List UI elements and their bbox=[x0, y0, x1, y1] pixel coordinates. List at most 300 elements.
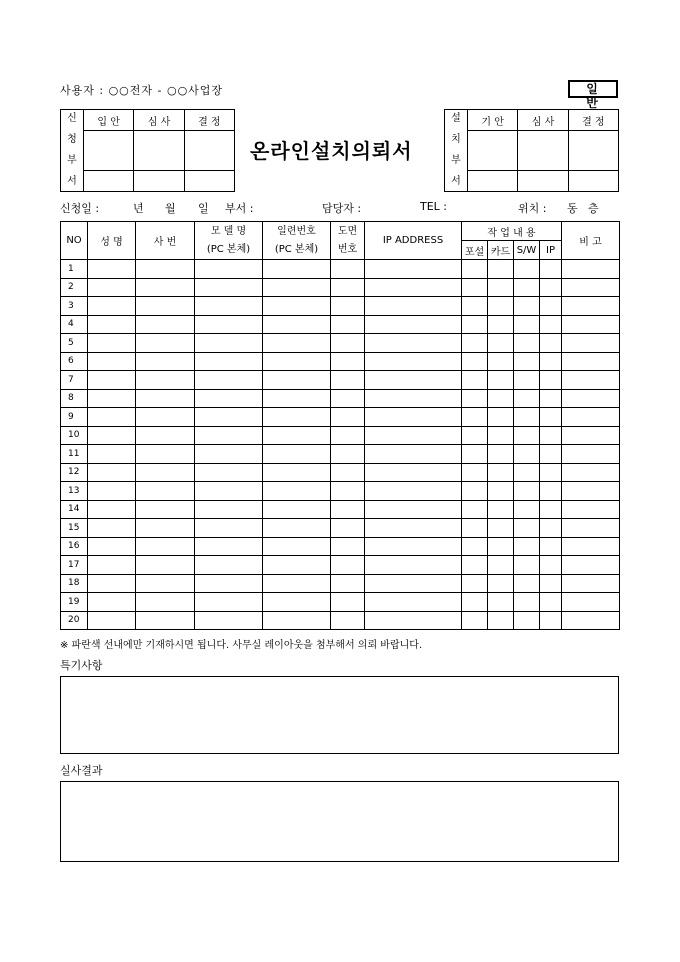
table-cell[interactable] bbox=[195, 278, 263, 297]
table-cell[interactable] bbox=[88, 278, 136, 297]
table-cell[interactable] bbox=[365, 260, 462, 279]
table-cell[interactable] bbox=[195, 445, 263, 464]
table-cell[interactable] bbox=[88, 574, 136, 593]
approval-right-cell[interactable] bbox=[568, 131, 618, 171]
table-cell[interactable] bbox=[263, 574, 331, 593]
row-number: 6 bbox=[61, 352, 88, 371]
table-cell[interactable] bbox=[263, 371, 331, 390]
document-title: 온라인설치의뢰서 bbox=[250, 139, 413, 163]
table-cell[interactable] bbox=[331, 260, 365, 279]
table-cell[interactable] bbox=[88, 463, 136, 482]
table-cell[interactable] bbox=[562, 519, 620, 538]
table-cell[interactable] bbox=[514, 482, 540, 501]
table-cell[interactable] bbox=[488, 537, 514, 556]
table-cell[interactable] bbox=[540, 537, 562, 556]
table-row bbox=[61, 574, 620, 593]
year-label: 년 bbox=[133, 202, 144, 215]
table-cell[interactable] bbox=[540, 260, 562, 279]
row-number: 19 bbox=[61, 593, 88, 612]
table-row bbox=[61, 278, 620, 297]
table-cell[interactable] bbox=[195, 519, 263, 538]
row-number: 17 bbox=[61, 556, 88, 575]
month-label: 월 bbox=[165, 202, 176, 215]
table-cell[interactable] bbox=[365, 371, 462, 390]
table-cell[interactable] bbox=[365, 278, 462, 297]
row-number: 14 bbox=[61, 500, 88, 519]
table-cell[interactable] bbox=[540, 500, 562, 519]
table-cell[interactable] bbox=[365, 352, 462, 371]
table-cell[interactable] bbox=[562, 611, 620, 630]
table-cell[interactable] bbox=[365, 426, 462, 445]
row-number: 3 bbox=[61, 297, 88, 316]
col-work-sw: S/W bbox=[514, 241, 540, 260]
table-cell[interactable] bbox=[562, 371, 620, 390]
table-cell[interactable] bbox=[562, 352, 620, 371]
table-cell[interactable] bbox=[462, 278, 488, 297]
manager-label: 담당자 : bbox=[322, 202, 362, 215]
table-cell[interactable] bbox=[365, 611, 462, 630]
row-number: 13 bbox=[61, 482, 88, 501]
table-cell[interactable] bbox=[462, 556, 488, 575]
table-cell[interactable] bbox=[365, 334, 462, 353]
table-cell[interactable] bbox=[331, 482, 365, 501]
col-model: 모 델 명 (PC 본체) bbox=[195, 222, 263, 260]
table-cell[interactable] bbox=[136, 537, 195, 556]
table-cell[interactable] bbox=[562, 315, 620, 334]
table-cell[interactable] bbox=[195, 389, 263, 408]
col-work-card: 카드 bbox=[488, 241, 514, 260]
table-cell[interactable] bbox=[540, 371, 562, 390]
table-cell[interactable] bbox=[365, 556, 462, 575]
table-cell[interactable] bbox=[331, 315, 365, 334]
table-cell[interactable] bbox=[488, 611, 514, 630]
table-cell[interactable] bbox=[195, 297, 263, 316]
dong-label: 동 bbox=[567, 202, 578, 215]
table-cell[interactable] bbox=[136, 408, 195, 427]
approval-left-cell[interactable] bbox=[84, 131, 134, 171]
table-cell[interactable] bbox=[88, 537, 136, 556]
row-number: 9 bbox=[61, 408, 88, 427]
row-number: 15 bbox=[61, 519, 88, 538]
table-cell[interactable] bbox=[540, 593, 562, 612]
table-cell[interactable] bbox=[136, 334, 195, 353]
table-cell[interactable] bbox=[195, 611, 263, 630]
table-cell[interactable] bbox=[562, 463, 620, 482]
col-work: 작 업 내 용 bbox=[462, 222, 562, 241]
table-cell[interactable] bbox=[88, 519, 136, 538]
table-cell[interactable] bbox=[331, 426, 365, 445]
table-cell[interactable] bbox=[365, 297, 462, 316]
table-cell[interactable] bbox=[263, 408, 331, 427]
table-cell[interactable] bbox=[488, 593, 514, 612]
table-cell[interactable] bbox=[331, 556, 365, 575]
table-cell[interactable] bbox=[540, 352, 562, 371]
table-cell[interactable] bbox=[562, 278, 620, 297]
table-cell[interactable] bbox=[462, 315, 488, 334]
approval-left-cell[interactable] bbox=[134, 131, 184, 171]
table-cell[interactable] bbox=[365, 315, 462, 334]
table-cell[interactable] bbox=[331, 519, 365, 538]
table-cell[interactable] bbox=[562, 334, 620, 353]
table-cell[interactable] bbox=[263, 519, 331, 538]
row-number: 1 bbox=[61, 260, 88, 279]
table-row bbox=[61, 408, 620, 427]
table-cell[interactable] bbox=[331, 500, 365, 519]
table-cell[interactable] bbox=[195, 574, 263, 593]
row-number: 18 bbox=[61, 574, 88, 593]
table-cell[interactable] bbox=[331, 408, 365, 427]
table-cell[interactable] bbox=[88, 389, 136, 408]
request-table bbox=[60, 221, 620, 630]
table-cell[interactable] bbox=[136, 315, 195, 334]
table-cell[interactable] bbox=[514, 445, 540, 464]
table-cell[interactable] bbox=[514, 315, 540, 334]
col-ip-address: IP ADDRESS bbox=[365, 222, 462, 260]
approval-right bbox=[444, 109, 619, 192]
approval-left-cell[interactable] bbox=[184, 171, 234, 192]
approval-right-cell[interactable] bbox=[468, 131, 518, 171]
table-cell[interactable] bbox=[540, 556, 562, 575]
table-cell[interactable] bbox=[195, 556, 263, 575]
approval-right-col-2: 심 사 bbox=[518, 110, 568, 131]
table-cell[interactable] bbox=[462, 297, 488, 316]
table-cell[interactable] bbox=[331, 297, 365, 316]
table-row bbox=[61, 463, 620, 482]
table-cell[interactable] bbox=[540, 482, 562, 501]
table-cell[interactable] bbox=[514, 611, 540, 630]
table-cell[interactable] bbox=[88, 352, 136, 371]
table-cell[interactable] bbox=[514, 389, 540, 408]
instruction-note: ※ 파란색 선내에만 기재하시면 됩니다. 사무실 레이아웃을 첨부해서 의뢰 바랍니다. bbox=[60, 640, 423, 651]
table-cell[interactable] bbox=[195, 500, 263, 519]
table-cell[interactable] bbox=[88, 315, 136, 334]
table-cell[interactable] bbox=[263, 297, 331, 316]
requesting-dept-label: 신 청 부 서 bbox=[61, 110, 84, 192]
table-cell[interactable] bbox=[514, 556, 540, 575]
table-cell[interactable] bbox=[540, 426, 562, 445]
table-cell[interactable] bbox=[462, 500, 488, 519]
table-cell[interactable] bbox=[488, 519, 514, 538]
special-notes-box[interactable] bbox=[60, 676, 619, 754]
table-cell[interactable] bbox=[514, 278, 540, 297]
table-cell[interactable] bbox=[540, 315, 562, 334]
table-cell[interactable] bbox=[136, 445, 195, 464]
table-cell[interactable] bbox=[136, 389, 195, 408]
col-work-ip: IP bbox=[540, 241, 562, 260]
table-cell[interactable] bbox=[488, 500, 514, 519]
table-cell[interactable] bbox=[331, 278, 365, 297]
user-line: 사용자 : ○○전자 - ○○사업장 bbox=[60, 84, 224, 97]
table-cell[interactable] bbox=[88, 371, 136, 390]
table-cell[interactable] bbox=[331, 389, 365, 408]
col-serial: 일련번호 (PC 본체) bbox=[263, 222, 331, 260]
table-cell[interactable] bbox=[331, 537, 365, 556]
table-cell[interactable] bbox=[514, 574, 540, 593]
table-cell[interactable] bbox=[488, 556, 514, 575]
table-cell[interactable] bbox=[88, 334, 136, 353]
table-cell[interactable] bbox=[195, 260, 263, 279]
table-cell[interactable] bbox=[514, 334, 540, 353]
table-cell[interactable] bbox=[462, 408, 488, 427]
table-cell[interactable] bbox=[195, 371, 263, 390]
table-cell[interactable] bbox=[562, 445, 620, 464]
table-cell[interactable] bbox=[562, 574, 620, 593]
table-cell[interactable] bbox=[562, 426, 620, 445]
table-row bbox=[61, 482, 620, 501]
table-cell[interactable] bbox=[562, 408, 620, 427]
table-cell[interactable] bbox=[488, 297, 514, 316]
table-cell[interactable] bbox=[365, 574, 462, 593]
table-cell[interactable] bbox=[195, 482, 263, 501]
table-cell[interactable] bbox=[263, 537, 331, 556]
approval-right-cell[interactable] bbox=[518, 171, 568, 192]
table-cell[interactable] bbox=[136, 352, 195, 371]
table-cell[interactable] bbox=[365, 408, 462, 427]
table-cell[interactable] bbox=[195, 408, 263, 427]
table-cell[interactable] bbox=[540, 278, 562, 297]
special-notes-label: 특기사항 bbox=[60, 659, 103, 672]
table-cell[interactable] bbox=[136, 426, 195, 445]
table-row bbox=[61, 537, 620, 556]
day-label: 일 bbox=[198, 202, 209, 215]
table-cell[interactable] bbox=[88, 297, 136, 316]
table-cell[interactable] bbox=[514, 500, 540, 519]
approval-left bbox=[60, 109, 235, 192]
table-cell[interactable] bbox=[462, 352, 488, 371]
table-cell[interactable] bbox=[331, 593, 365, 612]
table-cell[interactable] bbox=[540, 445, 562, 464]
table-cell[interactable] bbox=[562, 260, 620, 279]
table-cell[interactable] bbox=[540, 611, 562, 630]
table-row bbox=[61, 445, 620, 464]
table-cell[interactable] bbox=[88, 500, 136, 519]
table-cell[interactable] bbox=[462, 593, 488, 612]
table-cell[interactable] bbox=[562, 556, 620, 575]
table-cell[interactable] bbox=[514, 260, 540, 279]
install-dept-label: 설 치 부 서 bbox=[445, 110, 468, 192]
table-cell[interactable] bbox=[136, 297, 195, 316]
inspection-result-box[interactable] bbox=[60, 781, 619, 862]
table-cell[interactable] bbox=[462, 260, 488, 279]
table-cell[interactable] bbox=[195, 334, 263, 353]
table-cell[interactable] bbox=[514, 519, 540, 538]
approval-left-cell[interactable] bbox=[134, 171, 184, 192]
table-cell[interactable] bbox=[263, 593, 331, 612]
approval-right-col-1: 기 안 bbox=[468, 110, 518, 131]
table-cell[interactable] bbox=[514, 463, 540, 482]
table-cell[interactable] bbox=[462, 611, 488, 630]
approval-left-col-1: 입 안 bbox=[84, 110, 134, 131]
table-cell[interactable] bbox=[540, 574, 562, 593]
table-cell[interactable] bbox=[263, 315, 331, 334]
table-cell[interactable] bbox=[562, 297, 620, 316]
table-cell[interactable] bbox=[88, 408, 136, 427]
table-cell[interactable] bbox=[488, 426, 514, 445]
table-cell[interactable] bbox=[263, 463, 331, 482]
table-cell[interactable] bbox=[540, 463, 562, 482]
table-cell[interactable] bbox=[331, 445, 365, 464]
table-cell[interactable] bbox=[263, 260, 331, 279]
table-cell[interactable] bbox=[462, 574, 488, 593]
table-cell[interactable] bbox=[488, 260, 514, 279]
approval-right-cell[interactable] bbox=[568, 171, 618, 192]
location-label: 위치 : bbox=[518, 202, 547, 215]
table-cell[interactable] bbox=[136, 500, 195, 519]
table-cell[interactable] bbox=[562, 593, 620, 612]
table-cell[interactable] bbox=[263, 334, 331, 353]
table-cell[interactable] bbox=[365, 537, 462, 556]
table-cell[interactable] bbox=[136, 260, 195, 279]
table-row bbox=[61, 315, 620, 334]
table-cell[interactable] bbox=[562, 389, 620, 408]
table-cell[interactable] bbox=[331, 334, 365, 353]
table-cell[interactable] bbox=[462, 389, 488, 408]
table-cell[interactable] bbox=[331, 611, 365, 630]
table-cell[interactable] bbox=[514, 297, 540, 316]
col-work-cabling: 포설 bbox=[462, 241, 488, 260]
table-row bbox=[61, 334, 620, 353]
table-cell[interactable] bbox=[514, 371, 540, 390]
table-cell[interactable] bbox=[195, 352, 263, 371]
table-cell[interactable] bbox=[365, 389, 462, 408]
table-row bbox=[61, 352, 620, 371]
approval-left-cell[interactable] bbox=[184, 131, 234, 171]
table-cell[interactable] bbox=[136, 593, 195, 612]
col-no: NO bbox=[61, 222, 88, 260]
table-cell[interactable] bbox=[263, 426, 331, 445]
table-cell[interactable] bbox=[365, 593, 462, 612]
table-cell[interactable] bbox=[195, 315, 263, 334]
table-cell[interactable] bbox=[488, 371, 514, 390]
row-number: 11 bbox=[61, 445, 88, 464]
table-cell[interactable] bbox=[462, 334, 488, 353]
table-cell[interactable] bbox=[462, 537, 488, 556]
table-cell[interactable] bbox=[136, 519, 195, 538]
table-cell[interactable] bbox=[88, 593, 136, 612]
col-emp-no: 사 번 bbox=[136, 222, 195, 260]
row-number: 5 bbox=[61, 334, 88, 353]
table-cell[interactable] bbox=[514, 352, 540, 371]
table-cell[interactable] bbox=[462, 426, 488, 445]
row-number: 16 bbox=[61, 537, 88, 556]
table-row bbox=[61, 389, 620, 408]
table-row bbox=[61, 500, 620, 519]
table-cell[interactable] bbox=[562, 500, 620, 519]
table-cell[interactable] bbox=[488, 482, 514, 501]
approval-left-cell[interactable] bbox=[84, 171, 134, 192]
category-badge: 일 반 bbox=[568, 80, 618, 98]
table-cell[interactable] bbox=[195, 463, 263, 482]
table-cell[interactable] bbox=[136, 556, 195, 575]
table-cell[interactable] bbox=[462, 371, 488, 390]
table-cell[interactable] bbox=[88, 426, 136, 445]
inspection-result-label: 실사결과 bbox=[60, 764, 103, 777]
table-cell[interactable] bbox=[488, 315, 514, 334]
table-cell[interactable] bbox=[365, 500, 462, 519]
table-cell[interactable] bbox=[488, 445, 514, 464]
table-cell[interactable] bbox=[514, 408, 540, 427]
table-cell[interactable] bbox=[562, 482, 620, 501]
table-cell[interactable] bbox=[540, 408, 562, 427]
approval-right-cell[interactable] bbox=[518, 131, 568, 171]
table-cell[interactable] bbox=[488, 389, 514, 408]
table-cell[interactable] bbox=[488, 278, 514, 297]
table-cell[interactable] bbox=[263, 352, 331, 371]
table-cell[interactable] bbox=[514, 593, 540, 612]
table-cell[interactable] bbox=[462, 482, 488, 501]
approval-right-col-3: 결 정 bbox=[568, 110, 618, 131]
table-cell[interactable] bbox=[88, 556, 136, 575]
table-cell[interactable] bbox=[514, 537, 540, 556]
table-cell[interactable] bbox=[136, 371, 195, 390]
table-cell[interactable] bbox=[263, 482, 331, 501]
table-cell[interactable] bbox=[263, 278, 331, 297]
floor-label: 층 bbox=[588, 202, 599, 215]
row-number: 10 bbox=[61, 426, 88, 445]
table-cell[interactable] bbox=[462, 463, 488, 482]
table-cell[interactable] bbox=[488, 408, 514, 427]
table-cell[interactable] bbox=[195, 593, 263, 612]
table-row bbox=[61, 611, 620, 630]
table-cell[interactable] bbox=[263, 389, 331, 408]
table-cell[interactable] bbox=[540, 519, 562, 538]
table-cell[interactable] bbox=[136, 574, 195, 593]
table-cell[interactable] bbox=[88, 611, 136, 630]
table-cell[interactable] bbox=[136, 463, 195, 482]
table-cell[interactable] bbox=[365, 482, 462, 501]
table-cell[interactable] bbox=[365, 445, 462, 464]
table-cell[interactable] bbox=[488, 352, 514, 371]
approval-right-cell[interactable] bbox=[468, 171, 518, 192]
table-cell[interactable] bbox=[263, 500, 331, 519]
table-cell[interactable] bbox=[331, 352, 365, 371]
table-cell[interactable] bbox=[540, 297, 562, 316]
table-row bbox=[61, 297, 620, 316]
table-cell[interactable] bbox=[88, 445, 136, 464]
table-cell[interactable] bbox=[195, 537, 263, 556]
table-cell[interactable] bbox=[462, 519, 488, 538]
col-name: 성 명 bbox=[88, 222, 136, 260]
table-cell[interactable] bbox=[462, 445, 488, 464]
table-cell[interactable] bbox=[331, 574, 365, 593]
col-drawing: 도면 번호 bbox=[331, 222, 365, 260]
table-cell[interactable] bbox=[331, 463, 365, 482]
table-row bbox=[61, 260, 620, 279]
table-cell[interactable] bbox=[562, 537, 620, 556]
table-cell[interactable] bbox=[88, 260, 136, 279]
table-cell[interactable] bbox=[195, 426, 263, 445]
table-cell[interactable] bbox=[136, 611, 195, 630]
table-cell[interactable] bbox=[88, 482, 136, 501]
table-cell[interactable] bbox=[263, 445, 331, 464]
table-cell[interactable] bbox=[331, 371, 365, 390]
table-cell[interactable] bbox=[263, 556, 331, 575]
table-cell[interactable] bbox=[488, 574, 514, 593]
table-cell[interactable] bbox=[365, 519, 462, 538]
tel-label: TEL : bbox=[420, 200, 448, 213]
col-remarks: 비 고 bbox=[562, 222, 620, 260]
table-cell[interactable] bbox=[540, 389, 562, 408]
table-cell[interactable] bbox=[488, 334, 514, 353]
table-cell[interactable] bbox=[365, 463, 462, 482]
table-row bbox=[61, 426, 620, 445]
table-cell[interactable] bbox=[488, 463, 514, 482]
table-cell[interactable] bbox=[136, 278, 195, 297]
table-cell[interactable] bbox=[136, 482, 195, 501]
table-cell[interactable] bbox=[263, 611, 331, 630]
table-cell[interactable] bbox=[540, 334, 562, 353]
table-cell[interactable] bbox=[514, 426, 540, 445]
